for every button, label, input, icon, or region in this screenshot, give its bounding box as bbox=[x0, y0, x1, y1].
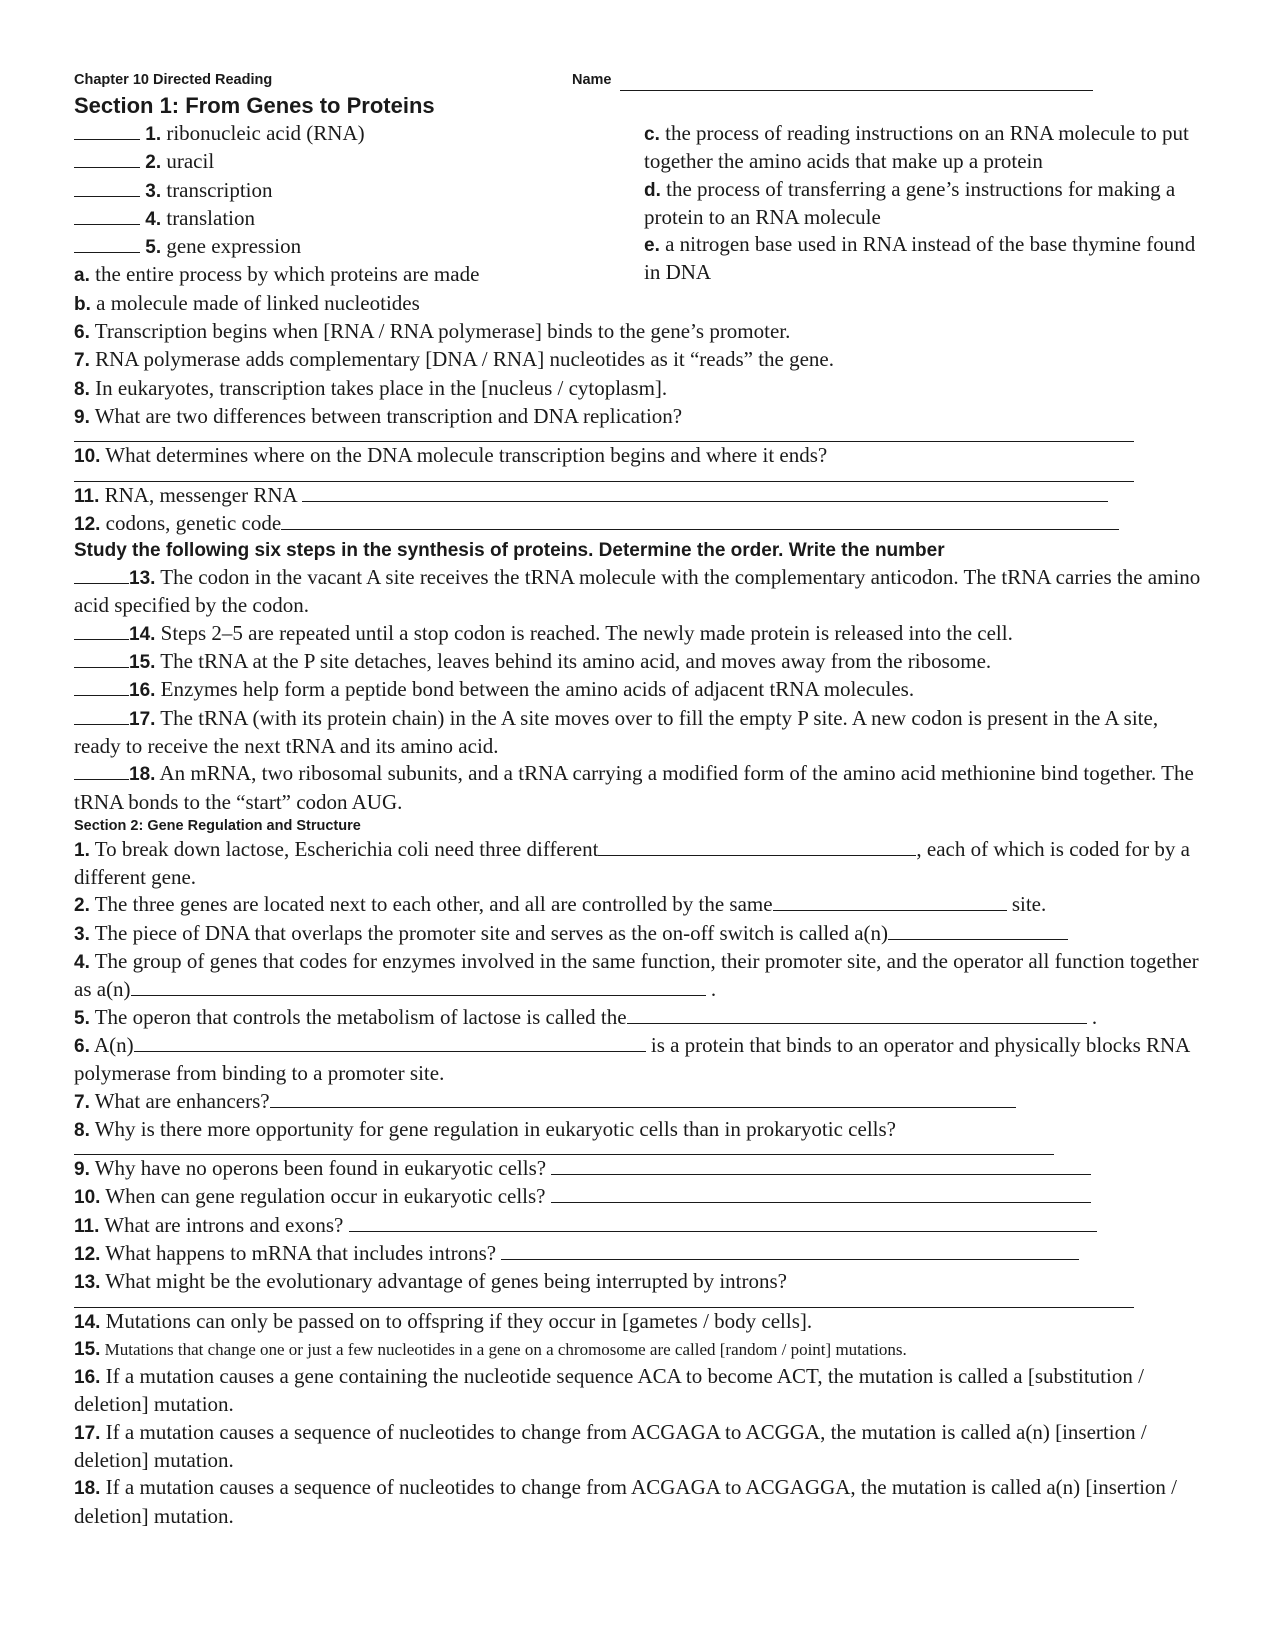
term-3: 3. transcription bbox=[74, 177, 644, 205]
term-2: 2. uracil bbox=[74, 148, 644, 176]
answer-line[interactable] bbox=[74, 471, 1134, 482]
answer-blank[interactable] bbox=[551, 1156, 1091, 1175]
answer-line[interactable] bbox=[74, 431, 1134, 442]
answer-line[interactable] bbox=[74, 1297, 1134, 1308]
answer-blank[interactable] bbox=[281, 511, 1119, 530]
s2-q1: 1. To break down lactose, Escherichia coli need three different , each of which is coded for by a different gene. bbox=[74, 836, 1190, 890]
answer-blank[interactable] bbox=[74, 621, 129, 640]
name-field[interactable] bbox=[620, 72, 1093, 91]
header bbox=[74, 70, 1204, 90]
answer-blank[interactable] bbox=[888, 921, 1068, 940]
chapter-label: Chapter 10 Directed Reading bbox=[74, 72, 273, 88]
s1-q10: 10. What determines where on the DNA molecule transcription begins and where it ends? bbox=[74, 443, 828, 468]
worksheet-page bbox=[74, 70, 1204, 1630]
s2-q9: 9. Why have no operons been found in eukaryotic cells? bbox=[74, 1155, 1204, 1183]
s1-q6: 6. Transcription begins when [RNA / RNA polymerase] binds to the gene’s promoter. bbox=[74, 319, 791, 344]
answer-blank[interactable] bbox=[349, 1213, 1097, 1232]
answer-blank[interactable] bbox=[74, 761, 129, 780]
answer-blank[interactable] bbox=[74, 178, 140, 197]
s2-q10: 10. When can gene regulation occur in eukaryotic cells? bbox=[74, 1183, 1204, 1211]
answer-blank[interactable] bbox=[773, 892, 1007, 911]
answer-blank[interactable] bbox=[270, 1089, 1016, 1108]
s2-q14: 14. Mutations can only be passed on to offspring if they occur in [gametes / body cells]. bbox=[74, 1308, 813, 1333]
def-d: d. the process of transferring a gene’s instructions for making a protein to an RNA molecule bbox=[644, 176, 1176, 229]
name-label: Name bbox=[572, 72, 612, 88]
answer-blank[interactable] bbox=[302, 483, 1108, 502]
matching-block bbox=[74, 120, 1204, 318]
term-5: 5. gene expression bbox=[74, 233, 644, 261]
s2-q5: 5. The operon that controls the metabolism of lactose is called the . bbox=[74, 1004, 1098, 1029]
s2-q6: 6. A(n) is a protein that binds to an operator and physically blocks RNA polymerase from binding to a promoter site. bbox=[74, 1032, 1190, 1086]
s2-q3: 3. The piece of DNA that overlaps the promoter site and serves as the on-off switch is called a(n) bbox=[74, 920, 1204, 948]
term-4: 4. translation bbox=[74, 205, 644, 233]
def-c: c. the process of reading instructions on an RNA molecule to put together the amino acids that make up a protein bbox=[644, 121, 1189, 174]
answer-blank[interactable] bbox=[74, 565, 129, 584]
step-14: 14. Steps 2–5 are repeated until a stop codon is reached. The newly made protein is released into the cell. bbox=[74, 620, 1204, 648]
answer-blank[interactable] bbox=[74, 121, 140, 140]
step-15: 15. The tRNA at the P site detaches, leaves behind its amino acid, and moves away from the ribosome. bbox=[74, 648, 1204, 676]
s2-q13: 13. What might be the evolutionary advantage of genes being interrupted by introns? bbox=[74, 1269, 788, 1294]
step-16: 16. Enzymes help form a peptide bond between the amino acids of adjacent tRNA molecules. bbox=[74, 676, 1204, 704]
answer-blank[interactable] bbox=[74, 649, 129, 668]
step-17: 17. The tRNA (with its protein chain) in the A site moves over to fill the empty P site. A new codon is present in the A site, ready to receive the next tRNA and its amino acid. bbox=[74, 705, 1159, 758]
s1-q12: 12. codons, genetic code bbox=[74, 510, 1204, 538]
matching-defs bbox=[644, 120, 1204, 318]
answer-blank[interactable] bbox=[627, 1005, 1087, 1024]
answer-blank[interactable] bbox=[74, 677, 129, 696]
answer-blank[interactable] bbox=[74, 234, 140, 253]
s2-q12: 12. What happens to mRNA that includes introns? bbox=[74, 1240, 1204, 1268]
step-13: 13. The codon in the vacant A site receives the tRNA molecule with the complementary anticodon. The tRNA carries the amino acid specified by the codon. bbox=[74, 565, 1201, 618]
answer-blank[interactable] bbox=[598, 837, 916, 856]
s2-q2: 2. The three genes are located next to each other, and all are controlled by the same site. bbox=[74, 892, 1047, 917]
s1-q11: 11. RNA, messenger RNA bbox=[74, 482, 1204, 510]
s1-q7: 7. RNA polymerase adds complementary [DNA / RNA] nucleotides as it “reads” the gene. bbox=[74, 347, 834, 372]
s2-q8: 8. Why is there more opportunity for gene regulation in eukaryotic cells than in prokaryotic cells? bbox=[74, 1116, 896, 1141]
matching-terms bbox=[74, 120, 644, 318]
s2-q17: 17. If a mutation causes a sequence of nucleotides to change from ACGAGA to ACGGA, the mutation is called a(n) [insertion / deletion] mutation. bbox=[74, 1419, 1147, 1473]
section1-title: Section 1: From Genes to Proteins bbox=[74, 93, 435, 118]
answer-line[interactable] bbox=[74, 1144, 1054, 1155]
answer-blank[interactable] bbox=[74, 206, 140, 225]
answer-blank[interactable] bbox=[551, 1184, 1091, 1203]
section2-title: Section 2: Gene Regulation and Structure bbox=[74, 817, 361, 834]
def-a: a. the entire process by which proteins are made bbox=[74, 262, 480, 287]
answer-blank[interactable] bbox=[134, 1033, 646, 1052]
s1-q9: 9. What are two differences between transcription and DNA replication? bbox=[74, 403, 683, 428]
term-1: 1. ribonucleic acid (RNA) bbox=[74, 120, 644, 148]
answer-blank[interactable] bbox=[74, 149, 140, 168]
s2-q11: 11. What are introns and exons? bbox=[74, 1212, 1204, 1240]
s2-q4: 4. The group of genes that codes for enzymes involved in the same function, their promoter site, and the operator all function together as a(n) . bbox=[74, 949, 1199, 1002]
s2-q7: 7. What are enhancers? bbox=[74, 1088, 1204, 1116]
def-e: e. a nitrogen base used in RNA instead of the base thymine found in DNA bbox=[644, 232, 1196, 285]
s1-q8: 8. In eukaryotes, transcription takes place in the [nucleus / cytoplasm]. bbox=[74, 375, 668, 400]
def-b: b. a molecule made of linked nucleotides bbox=[74, 290, 420, 315]
answer-blank[interactable] bbox=[501, 1241, 1079, 1260]
s2-q15: 15. Mutations that change one or just a few nucleotides in a gene on a chromosome are called [random / point] mutations. bbox=[74, 1338, 907, 1360]
step-18: 18. An mRNA, two ribosomal subunits, and a tRNA carrying a modified form of the amino acid methionine bind together. The tRNA bonds to the “start” codon AUG. bbox=[74, 761, 1194, 814]
steps-instruction: Study the following six steps in the synthesis of proteins. Determine the order. Write the number bbox=[74, 540, 945, 562]
s2-q16: 16. If a mutation causes a gene containing the nucleotide sequence ACA to become ACT, the mutation is called a [substitution / deletion] mutation. bbox=[74, 1364, 1144, 1417]
answer-blank[interactable] bbox=[74, 706, 129, 725]
answer-blank[interactable] bbox=[131, 977, 706, 996]
s2-q18: 18. If a mutation causes a sequence of nucleotides to change from ACGAGA to ACGAGGA, the mutation is called a(n) [insertion / deletion] mutation. bbox=[74, 1475, 1177, 1528]
